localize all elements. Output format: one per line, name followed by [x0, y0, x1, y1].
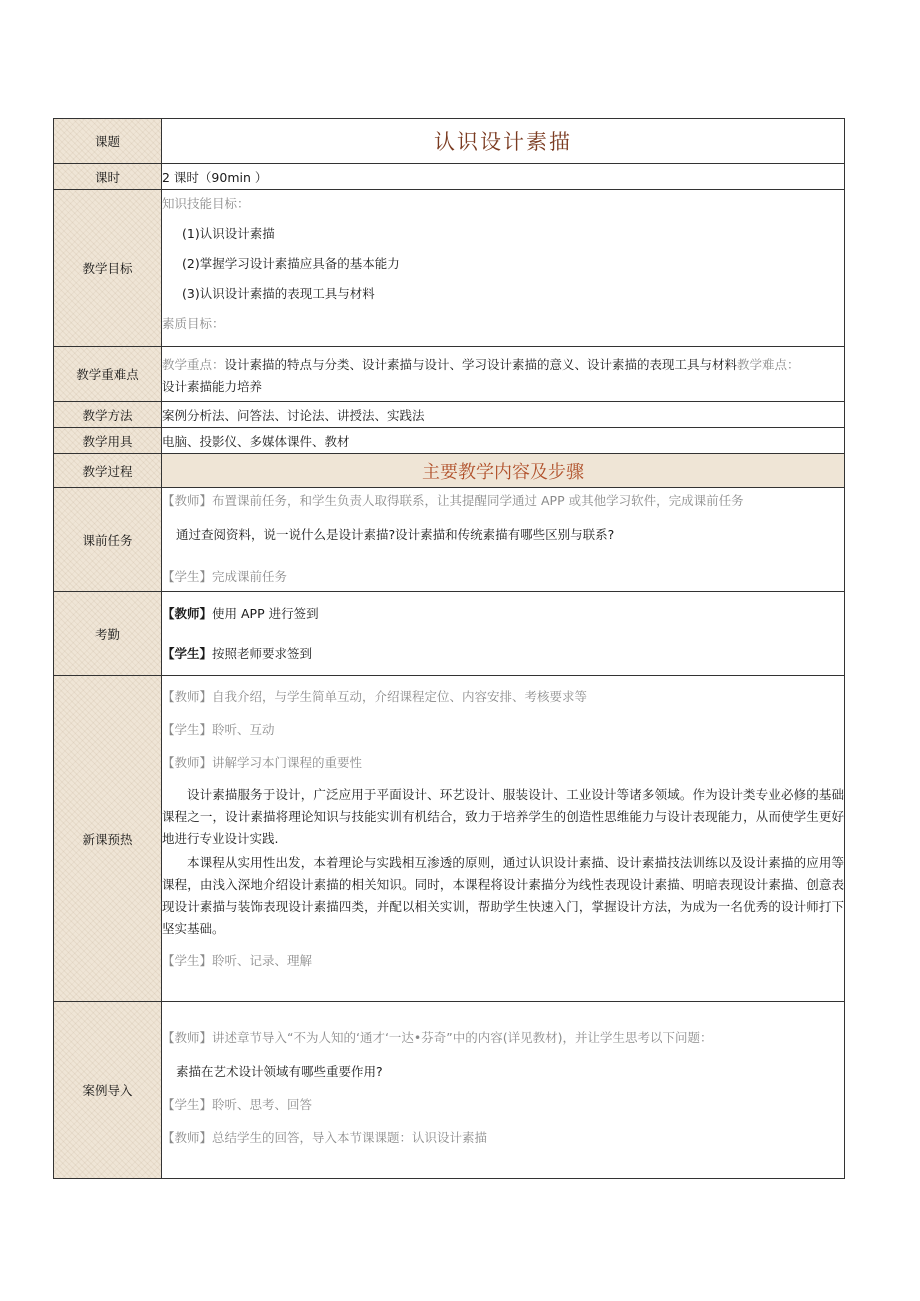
topic-label: 课题: [54, 119, 162, 164]
hours-label: 课时: [54, 164, 162, 190]
objective-item: (1)认识设计素描: [182, 226, 275, 241]
attendance-row: [54, 592, 845, 676]
case-question: 素描在艺术设计领域有哪些重要作用?: [176, 1064, 383, 1079]
case-row: [54, 1002, 845, 1179]
preview-student-2: 【学生】聆听、记录、理解: [162, 953, 313, 968]
case-label: 案例导入: [54, 1002, 162, 1179]
preview-paragraph-1: 设计素描服务于设计，广泛应用于平面设计、环艺设计、服装设计、工业设计等诸多领域。作为设计类专业必修的基础课程之一，设计素描将理论知识与技能实训有机结合，致力于培养学生的创造性思维能力与设计表现能力，从而使学生更好地进行专业设计实践.: [162, 787, 844, 846]
difficult-point-prefix: 教学难点：: [737, 357, 800, 372]
tools-label: 教学用具: [54, 428, 162, 454]
preview-teacher-2: 【教师】讲解学习本门课程的重要性: [162, 755, 363, 770]
case-student-1: 【学生】聆听、思考、回答: [162, 1097, 313, 1112]
tools-row: [54, 428, 845, 454]
preview-row: [54, 676, 845, 1002]
hours-value: 2 课时（90min ）: [162, 169, 268, 185]
knowledge-heading: 知识技能目标：: [162, 196, 250, 211]
attendance-label: 考勤: [54, 592, 162, 676]
pre-task-question: 通过查阅资料，说一说什么是设计素描?设计素描和传统素描有哪些区别与联系?: [176, 527, 615, 542]
pre-task-student: 【学生】完成课前任务: [162, 569, 288, 584]
preview-teacher-1: 【教师】自我介绍，与学生简单互动，介绍课程定位、内容安排、考核要求等: [162, 689, 588, 704]
process-header-label: 教学过程: [54, 454, 162, 488]
pre-task-row: [54, 488, 845, 592]
quality-heading: 素质目标：: [162, 316, 225, 331]
attendance-teacher-text: 使用 APP 进行签到: [212, 606, 319, 621]
pre-task-label: 课前任务: [54, 488, 162, 592]
case-teacher-2: 【教师】总结学生的回答，导入本节课课题：认识设计素描: [162, 1130, 488, 1145]
pre-task-teacher: 【教师】布置课前任务，和学生负责人取得联系，让其提醒同学通过 APP 或其他学习软件，完成课前任务: [162, 493, 744, 508]
key-point-text: 设计素描的特点与分类、设计素描与设计、学习设计素描的意义、设计素描的表现工具与材料: [224, 357, 738, 372]
attendance-student-tag: 【学生】: [162, 646, 213, 661]
tools-value: 电脑、投影仪、多媒体课件、教材: [162, 433, 350, 449]
preview-label: 新课预热: [54, 676, 162, 1002]
key-points-label: 教学重难点: [54, 347, 162, 402]
objective-item: (2)掌握学习设计素描应具备的基本能力: [182, 256, 400, 271]
attendance-teacher-tag: 【教师】: [162, 606, 213, 621]
topic-row: [54, 119, 845, 164]
methods-label: 教学方法: [54, 402, 162, 428]
process-header-title: 主要教学内容及步骤: [162, 454, 845, 488]
lesson-title: 认识设计素描: [162, 119, 845, 164]
process-header-row: [54, 454, 845, 488]
objectives-label: 教学目标: [54, 190, 162, 347]
difficult-point-text: 设计素描能力培养: [162, 379, 263, 394]
key-point-prefix: 教学重点：: [162, 357, 225, 372]
methods-value: 案例分析法、问答法、讨论法、讲授法、实践法: [162, 407, 425, 423]
hours-row: [54, 164, 845, 190]
lesson-plan-table: [53, 118, 845, 1179]
attendance-student-text: 按照老师要求签到: [212, 646, 313, 661]
objectives-row: [54, 190, 845, 347]
preview-paragraph-2: 本课程从实用性出发，本着理论与实践相互渗透的原则，通过认识设计素描、设计素描技法训练以及设计素描的应用等课程，由浅入深地介绍设计素描的相关知识。同时，本课程将设计素描分为线性表现设计素描、明暗表现设计素描、创意表现设计素描与装饰表现设计素描四类，并配以相关实训，帮助学生快速入门，掌握设计方法，为成为一名优秀的设计师打下坚实基础。: [162, 855, 844, 936]
objective-item: (3)认识设计素描的表现工具与材料: [182, 286, 375, 301]
methods-row: [54, 402, 845, 428]
key-points-row: [54, 347, 845, 402]
case-teacher-1: 【教师】讲述章节导入“不为人知的‘通才‘一达•芬奇”中的内容(详见教材)，并让学生思考以下问题：: [162, 1030, 713, 1045]
preview-student-1: 【学生】聆听、互动: [162, 722, 275, 737]
